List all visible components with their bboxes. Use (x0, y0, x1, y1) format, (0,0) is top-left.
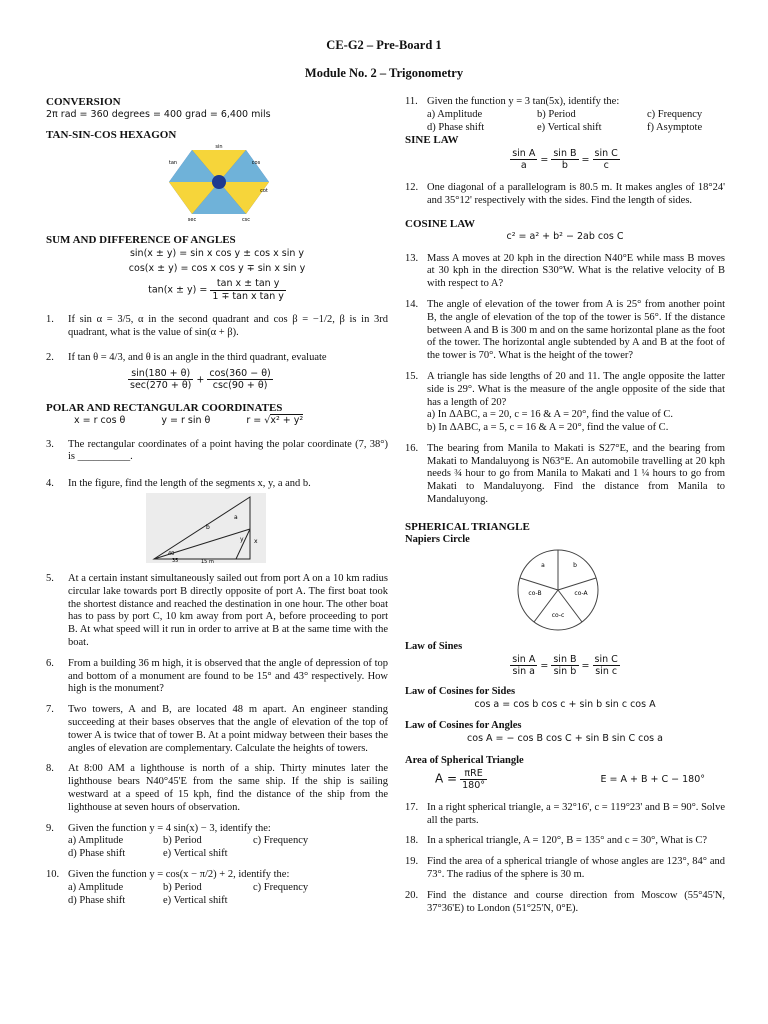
law-cos-sides-formula: cos a = cos b cos c + sin b sin c cos A (474, 698, 656, 710)
hex-label-sin: sin (215, 144, 223, 151)
right-column (405, 96, 725, 915)
svg-text:a: a (541, 562, 545, 570)
question-10: 10. Given the function y = cos(x − π/2) + 2, identify the: a) Amplitude b) Period c) Frequency d) Phase shift e) Vertical shift (46, 869, 388, 907)
q9-options: a) Amplitude b) Period c) Frequency d) Phase shift e) Vertical shift (68, 835, 309, 860)
svg-text:co-B: co-B (528, 590, 542, 598)
svg-text:y: y (240, 536, 244, 544)
module-title: Module No. 2 – Trigonometry (304, 66, 464, 80)
hexagon-center (212, 175, 226, 189)
sine-law-heading: SINE LAW (405, 134, 459, 147)
area-heading: Area of Spherical Triangle (405, 754, 524, 766)
q15-part-b: b) In ΔABC, a = 5, c = 16 & A = 20°, find the value of C. (427, 422, 669, 434)
q15-part-a: a) In ΔABC, a = 20, c = 16 & A = 20°, find the value of C. (427, 409, 673, 421)
question-15: 15. A triangle has side lengths of 20 and 11. The angle opposite the latter side is 29°. What is the measure of the angle opposite of the side that has a length of 20? a) In ΔABC, a = 20, c = 16 & A = 20°, find the value of C. b) In ΔABC, a = 5, c = 16 & A = 20°, find the value of C. (405, 370, 725, 434)
question-8: 8. At 8:00 AM a lighthouse is north of a ship. Thirty minutes later the lighthouse bears N40°45'E from the same ship. If the ship is sailing westward at a speed of 15 kph, find the distance of the ship from the lighthouse at seven hours of observation. (46, 763, 388, 813)
svg-text:35: 35 (172, 558, 179, 564)
spherical-heading: SPHERICAL TRIANGLE (405, 520, 530, 533)
sine-law-formula: $\frac{\text{sin A}}{a}$ = $\frac{\text{sin B}}{b}$ = $\frac{\text{sin C}}{c}$ (512, 147, 618, 172)
question-20: 20. Find the distance and course direction from Moscow (55°45'N, 37°36'E) to London (51°25'N, 0°E). (405, 889, 725, 914)
area-formulas: A = $\frac{\text{πRE}}{180^\circ}$ E = A + B + C − 180° (435, 767, 705, 792)
napiers-circle (513, 547, 603, 633)
document-title: CE-G2 – Pre-Board 1 (326, 38, 442, 52)
napiers-circle-figure (405, 547, 725, 633)
sum-formula-sin: sin(x ± y) = sin x cos y ± cos x sin y (129, 247, 305, 259)
cosine-law-formula: c² = a² + b² − 2ab cos C (506, 230, 624, 242)
question-19: 19. Find the area of a spherical triangle of whose angles are 123°, 84° and 73°. The radius of the sphere is 30 m. (405, 856, 725, 880)
question-17: 17. In a right spherical triangle, a = 32°16', c = 119°23' and B = 90°. Solve all the parts. (405, 801, 725, 826)
q11-options: a) Amplitude b) Period c) Frequency d) Phase shift e) Vertical shift f) Asymptote (427, 108, 703, 133)
hex-label-csc: csc (241, 217, 251, 223)
hex-label-cos: cos (251, 160, 261, 167)
conversion-formula: 2π rad = 360 degrees = 400 grad = 6,400 mils (46, 109, 271, 121)
conversion-heading: CONVERSION (46, 96, 121, 108)
hexagon-figure (46, 142, 388, 222)
question-3: 3. The rectangular coordinates of a point having the polar coordinate (7, 38°) is __________. (46, 438, 388, 463)
question-1: 1. If sin α = 3/5, α in the second quadrant and cos β = −1/2, β is in 3rd quadrant, what is the value of sin(α + β). (46, 314, 388, 338)
hex-label-tan: tan (168, 160, 178, 167)
law-cos-angles-heading: Law of Cosines for Angles (405, 720, 522, 732)
q2-expression: $\frac{\sin(180 + \theta)}{\sec(270 + \theta)}$ + $\frac{\cos(360 - \theta)}{\csc(90 + \theta)}$ (130, 367, 271, 392)
hex-label-cot: cot (260, 188, 268, 195)
question-2: 2. If tan θ = 4/3, and θ is an angle in the third quadrant, evaluate $\frac{\sin(180 + \theta)}{\sec(270 + \theta)}$ + $\frac{\cos(360 - \theta)}{\csc(90 + \theta)}$ (46, 352, 388, 392)
law-cos-angles-formula: cos A = − cos B cos C + sin B sin C cos a (467, 733, 663, 745)
svg-text:co-A: co-A (574, 590, 588, 598)
polar-formulas: x = r cos θ y = r sin θ r = √x² + y² (74, 415, 304, 427)
svg-text:15 m: 15 m (201, 559, 214, 564)
question-18: 18. In a spherical triangle, A = 120°, B = 135° and c = 30°, What is C? (405, 835, 708, 847)
sum-diff-heading: SUM AND DIFFERENCE OF ANGLES (46, 234, 236, 247)
figure-4 (46, 493, 388, 563)
sum-formula-tan: tan(x ± y) = $\frac{\text{tan x ± tan y}}{\text{1 ∓ tan x tan y}}$ (148, 277, 284, 302)
polar-heading: POLAR AND RECTANGULAR COORDINATES (46, 401, 283, 414)
hexagon-heading: TAN-SIN-COS HEXAGON (46, 128, 177, 141)
question-13: 13. Mass A moves at 20 kph in the direction N40°E while mass B moves at 30 kph in the direction S30°W. What is the relative velocity of B with respect to A? (405, 252, 725, 290)
svg-text:a: a (234, 514, 238, 522)
cosine-law-heading: COSINE LAW (405, 217, 475, 230)
question-5: 5. At a certain instant simultaneously sailed out from port A on a 10 km radius circular lake towards port B directly opposite of port A. The first boat took the shortest distance and reached the destination in one hour. The other boat has to pass by port C, 10 km away from port A, before proceeding to port B. At what speed will it run in order to arrive at B at the same time with the boat. (46, 573, 388, 649)
question-12: 12. One diagonal of a parallelogram is 80.5 m. It makes angles of 18°24' and 35°12' respectively with the sides. Find the length of sides. (405, 181, 725, 206)
triangle-figure (146, 493, 266, 563)
question-7: 7. Two towers, A and B, are located 48 m apart. An engineer standing succeeding at their bases observes that the angle of elevation of the top of tower A is twice that of tower B. At a point midway between their bases the angles of elevation are complementary. Calculate the heights of towers. (46, 704, 388, 754)
left-column (46, 96, 388, 907)
svg-text:b: b (206, 524, 210, 532)
svg-text:co-c: co-c (551, 612, 565, 620)
question-6: 6. From a building 36 m high, it is observed that the angle of depression of top and bottom of a monument are found to be 15° and 43° respectively. How high is the monument? (46, 657, 388, 695)
sum-formula-cos: cos(x ± y) = cos x cos y ∓ sin x sin y (128, 263, 306, 275)
law-cos-sides-heading: Law of Cosines for Sides (405, 686, 516, 698)
spherical-law-of-sines: $\frac{\text{sin A}}{\text{sin a}}$ = $\frac{\text{sin B}}{\text{sin b}}$ = $\frac{\text{sin C}}{\text{sin c}}$ (512, 653, 618, 678)
q10-options: a) Amplitude b) Period c) Frequency d) Phase shift e) Vertical shift (68, 881, 309, 906)
svg-text:x: x (254, 538, 258, 546)
svg-text:40: 40 (168, 551, 175, 558)
question-14: 14. The angle of elevation of the tower from A is 25° from another point B, the angle of elevation of the top of the tower is 56°. If the distance between A and B is 300 m and on the same horizontal plane as the foot of the tower. The horizontal angle subtended by A and B at the foot of the tower is 70°. What is the height of the tower? (405, 298, 725, 362)
question-4: 4. In the figure, find the length of the segments x, y, a and b. (46, 478, 311, 490)
hex-label-sec: sec (187, 217, 197, 223)
svg-text:b: b (573, 562, 577, 570)
question-11: 11. Given the function y = 3 tan(5x), identify the: a) Amplitude b) Period c) Frequency d) Phase shift e) Vertical shift f) Asymptote (405, 96, 725, 134)
question-16: 16. The bearing from Manila to Makati is S27°E, and the bearing from Makati to Mandaluyong is N63°E. An automobile travelling at 20 kph needs ¾ hour to go from Manila to Makati and 1 ¼ hours to go from Makati to Mandaluyong. Find the distance from Manila to Mandaluyong. (405, 442, 725, 506)
napiers-circle-heading: Napiers Circle (405, 534, 470, 546)
question-9: 9. Given the function y = 4 sin(x) − 3, identify the: a) Amplitude b) Period c) Frequency d) Phase shift e) Vertical shift (46, 823, 388, 861)
law-of-sines-heading: Law of Sines (405, 641, 463, 653)
tan-sin-cos-hexagon (164, 142, 274, 222)
